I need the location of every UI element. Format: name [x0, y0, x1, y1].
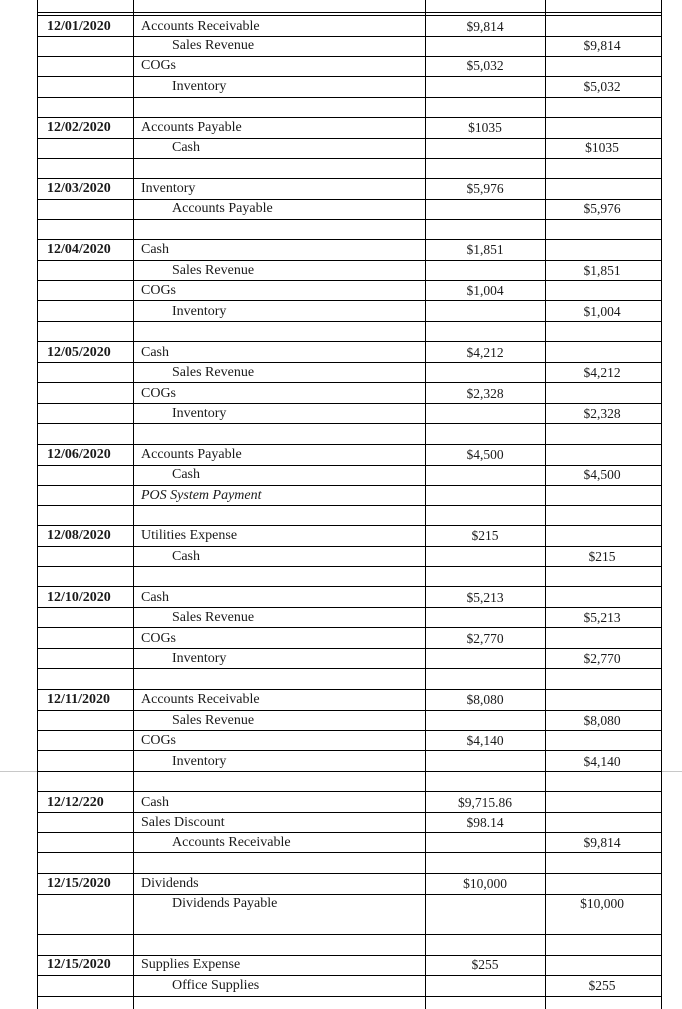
- account-name: Inventory: [172, 754, 227, 769]
- row-rule: [37, 341, 662, 342]
- row-rule: [37, 362, 662, 363]
- row-rule: [37, 934, 662, 935]
- row-rule: [37, 300, 662, 301]
- account-name: Cash: [172, 140, 200, 155]
- row-rule: [37, 668, 662, 669]
- row-rule: [37, 566, 662, 567]
- row-rule: [37, 546, 662, 547]
- credit-amount: $215: [588, 549, 616, 564]
- row-rule: [37, 771, 662, 772]
- debit-amount: $1035: [468, 120, 502, 135]
- account-name: Inventory: [172, 406, 227, 421]
- entry-date: 12/03/2020: [47, 181, 111, 196]
- row-rule: [37, 15, 662, 16]
- credit-amount: $4,212: [583, 365, 621, 380]
- account-name: Office Supplies: [172, 978, 260, 993]
- account-name: Accounts Receivable: [141, 19, 260, 34]
- row-rule: [37, 791, 662, 792]
- account-name: COGs: [141, 58, 177, 73]
- account-name: Inventory: [141, 181, 196, 196]
- entry-date: 12/02/2020: [47, 120, 111, 135]
- account-name: Accounts Payable: [141, 120, 242, 135]
- row-rule: [37, 812, 662, 813]
- entry-date: 12/04/2020: [47, 242, 111, 257]
- row-rule: [37, 382, 662, 383]
- debit-amount: $4,140: [466, 733, 504, 748]
- credit-amount: $2,770: [583, 651, 621, 666]
- entry-memo: POS System Payment: [141, 488, 262, 503]
- account-name: Supplies Expense: [141, 957, 241, 972]
- row-rule: [37, 607, 662, 608]
- account-name: COGs: [141, 283, 177, 298]
- credit-amount: $9,814: [583, 835, 621, 850]
- row-rule: [37, 199, 662, 200]
- account-name: Cash: [141, 590, 169, 605]
- debit-amount: $98.14: [466, 815, 504, 830]
- debit-amount: $8,080: [466, 692, 504, 707]
- account-name: COGs: [141, 733, 177, 748]
- row-rule: [37, 586, 662, 587]
- debit-amount: $1,851: [466, 242, 504, 257]
- credit-amount: $4,140: [583, 754, 621, 769]
- entry-date: 12/01/2020: [47, 19, 111, 34]
- account-name: COGs: [141, 631, 177, 646]
- account-name: Accounts Receivable: [172, 835, 291, 850]
- account-name: Sales Discount: [141, 815, 225, 830]
- debit-amount: $9,814: [466, 19, 504, 34]
- credit-amount: $1035: [585, 140, 619, 155]
- debit-amount: $2,328: [466, 386, 504, 401]
- row-rule: [37, 138, 662, 139]
- column-rule: [133, 0, 134, 1009]
- row-rule: [37, 36, 662, 37]
- account-name: Sales Revenue: [172, 610, 255, 625]
- credit-amount: $4,500: [583, 467, 621, 482]
- credit-amount: $9,814: [583, 38, 621, 53]
- debit-amount: $4,500: [466, 447, 504, 462]
- entry-date: 12/08/2020: [47, 528, 111, 543]
- column-rule: [37, 0, 38, 1009]
- account-name: Inventory: [172, 304, 227, 319]
- credit-amount: $5,976: [583, 201, 621, 216]
- row-rule: [37, 485, 662, 486]
- row-rule: [37, 280, 662, 281]
- account-name: Cash: [141, 795, 169, 810]
- credit-amount: $5,213: [583, 610, 621, 625]
- column-rule: [661, 0, 662, 1009]
- entry-date: 12/06/2020: [47, 447, 111, 462]
- row-rule: [37, 56, 662, 57]
- row-rule: [37, 178, 662, 179]
- row-rule: [37, 873, 662, 874]
- row-rule: [37, 260, 662, 261]
- row-rule: [37, 465, 662, 466]
- debit-amount: $10,000: [463, 876, 507, 891]
- row-rule: [37, 239, 662, 240]
- account-name: Inventory: [172, 79, 227, 94]
- account-name: Cash: [172, 549, 200, 564]
- credit-amount: $1,004: [583, 304, 621, 319]
- row-rule: [37, 689, 662, 690]
- debit-amount: $4,212: [466, 345, 504, 360]
- debit-amount: $9,715.86: [458, 795, 512, 810]
- account-name: Utilities Expense: [141, 528, 238, 543]
- credit-amount: $2,328: [583, 406, 621, 421]
- row-rule: [37, 975, 662, 976]
- entry-date: 12/05/2020: [47, 345, 111, 360]
- debit-amount: $215: [471, 528, 499, 543]
- row-rule: [37, 158, 662, 159]
- row-rule: [37, 750, 662, 751]
- account-name: Sales Revenue: [172, 38, 255, 53]
- row-rule: [37, 648, 662, 649]
- credit-amount: $10,000: [580, 896, 624, 911]
- account-name: Sales Revenue: [172, 365, 255, 380]
- account-name: Dividends: [141, 876, 199, 891]
- account-name: Dividends Payable: [172, 896, 278, 911]
- account-name: Inventory: [172, 651, 227, 666]
- row-rule: [37, 423, 662, 424]
- row-rule: [37, 852, 662, 853]
- account-name: Cash: [172, 467, 200, 482]
- row-rule: [37, 996, 662, 997]
- debit-amount: $1,004: [466, 283, 504, 298]
- row-rule: [37, 627, 662, 628]
- entry-date: 12/12/220: [47, 795, 104, 810]
- account-name: Accounts Payable: [172, 201, 273, 216]
- account-name: Cash: [141, 345, 169, 360]
- account-name: Accounts Receivable: [141, 692, 260, 707]
- account-name: Sales Revenue: [172, 713, 255, 728]
- debit-amount: $5,976: [466, 181, 504, 196]
- row-rule: [37, 321, 662, 322]
- row-rule: [37, 955, 662, 956]
- row-rule: [37, 403, 662, 404]
- debit-amount: $5,032: [466, 58, 504, 73]
- entry-date: 12/10/2020: [47, 590, 111, 605]
- debit-amount: $5,213: [466, 590, 504, 605]
- credit-amount: $255: [588, 978, 616, 993]
- row-rule: [37, 97, 662, 98]
- debit-amount: $255: [471, 957, 499, 972]
- account-name: Cash: [141, 242, 169, 257]
- account-name: COGs: [141, 386, 177, 401]
- credit-amount: $5,032: [583, 79, 621, 94]
- row-rule: [37, 12, 662, 13]
- column-rule: [425, 0, 426, 1009]
- row-rule: [37, 730, 662, 731]
- row-rule: [37, 832, 662, 833]
- debit-amount: $2,770: [466, 631, 504, 646]
- column-rule: [545, 0, 546, 1009]
- row-rule: [37, 525, 662, 526]
- entry-date: 12/15/2020: [47, 957, 111, 972]
- row-rule: [37, 710, 662, 711]
- entry-date: 12/11/2020: [47, 692, 111, 707]
- credit-amount: $8,080: [583, 713, 621, 728]
- row-rule: [37, 444, 662, 445]
- row-rule: [37, 76, 662, 77]
- row-rule: [37, 894, 662, 895]
- entry-date: 12/15/2020: [47, 876, 111, 891]
- row-rule: [37, 219, 662, 220]
- account-name: Sales Revenue: [172, 263, 255, 278]
- account-name: Accounts Payable: [141, 447, 242, 462]
- row-rule: [37, 505, 662, 506]
- row-rule: [37, 117, 662, 118]
- credit-amount: $1,851: [583, 263, 621, 278]
